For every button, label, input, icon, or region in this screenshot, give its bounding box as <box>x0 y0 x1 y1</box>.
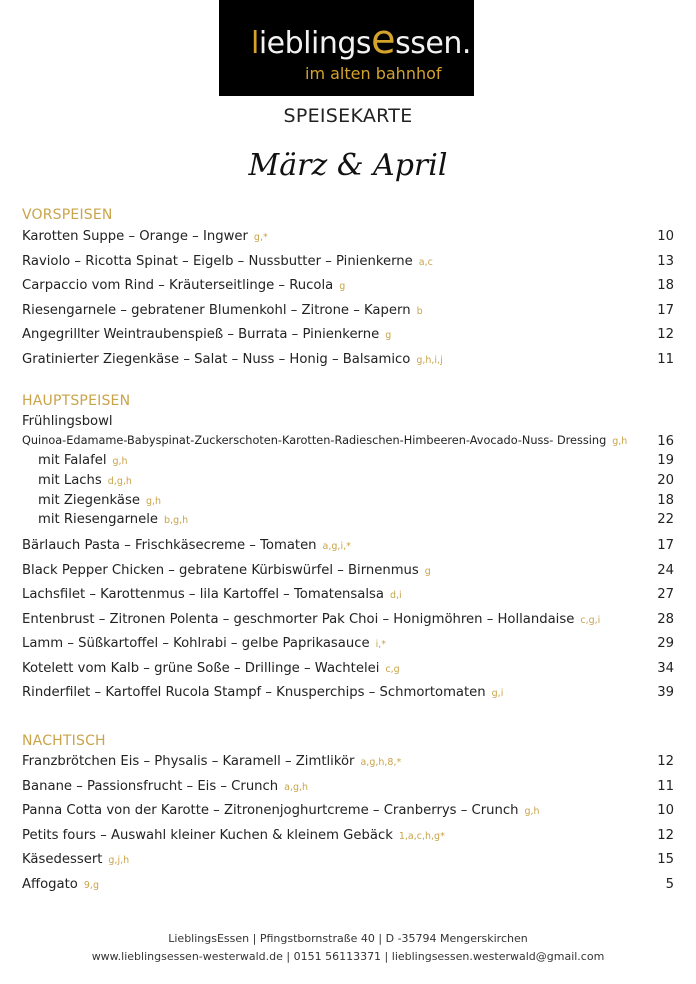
item-allergens: 1,a,c,h,g* <box>398 830 445 842</box>
item-name: Bärlauch Pasta – Frischkäsecreme – Tomaten <box>22 538 317 553</box>
menu-item <box>22 473 674 493</box>
item-name: Karotten Suppe – Orange – Ingwer <box>22 229 248 244</box>
item-name: mit Lachs <box>38 472 102 488</box>
item-allergens: g,i <box>491 688 504 699</box>
item-name: Petits fours – Auswahl kleiner Kuchen & kleinem Gebäck <box>22 827 393 843</box>
item-name: Raviolo – Ricotta Spinat – Eigelb – Nussbutter – Pinienkerne <box>22 253 413 269</box>
item-name: mit Ziegenkäse <box>38 492 140 508</box>
item-price: 13 <box>657 253 674 269</box>
item-name: Affogato <box>22 876 78 892</box>
item-allergens: g <box>339 281 346 293</box>
item-allergens: 9,g <box>83 879 99 891</box>
menu-item <box>22 612 674 632</box>
item-name: Angegrillter Weintraubenspieß – Burrata – Pinienkerne <box>22 327 380 343</box>
menu-item <box>22 563 674 583</box>
menu-item <box>22 803 674 823</box>
item-name: Lamm – Süßkartoffel – Kohlrabi – gelbe Paprikasauce <box>22 636 370 651</box>
menu-item <box>22 278 674 298</box>
item-name: Gratinierter Ziegenkäse – Salat – Nuss – Honig – Balsamico <box>22 352 411 367</box>
menu-item <box>22 229 674 249</box>
menu-item <box>22 587 674 607</box>
item-price: 5 <box>665 876 674 892</box>
item-name: Panna Cotta von der Karotte – Zitronenjoghurtcreme – Cranberrys – Crunch <box>22 803 519 818</box>
item-price: 17 <box>657 538 674 553</box>
item-price: 24 <box>657 562 674 578</box>
menu-item-bowl <box>22 434 674 454</box>
menu-item <box>22 754 674 774</box>
logo-letter-e: e <box>371 17 396 63</box>
item-allergens: g,h <box>146 495 162 507</box>
item-allergens: c,g,i <box>580 614 601 626</box>
item-allergens: a,g,h,8,* <box>360 757 402 768</box>
item-price: 11 <box>657 352 674 367</box>
item-allergens: i,* <box>375 639 387 650</box>
item-price: 12 <box>657 754 674 769</box>
item-name: mit Riesengarnele <box>38 512 159 528</box>
menu-item <box>22 352 674 372</box>
item-price: 15 <box>657 852 674 867</box>
item-allergens: c,g <box>385 663 400 675</box>
item-allergens: g,h <box>524 806 540 817</box>
item-name: Käsedessert <box>22 852 103 867</box>
item-price: 29 <box>657 636 674 651</box>
item-name: Kotelett vom Kalb – grüne Soße – Drillinge – Wachtelei <box>22 660 380 676</box>
item-allergens: d,g,h <box>107 475 132 487</box>
menu-item <box>22 512 674 532</box>
bowl-title: Frühlingsbowl <box>22 414 113 429</box>
item-allergens: g,h <box>112 456 128 467</box>
item-name: Franzbrötchen Eis – Physalis – Karamell – Zimtlikör <box>22 754 355 769</box>
menu-item <box>22 254 674 274</box>
item-price: 10 <box>657 803 674 818</box>
page-title: SPEISEKARTE <box>283 105 413 127</box>
item-price: 20 <box>657 472 674 488</box>
item-price: 17 <box>657 302 674 318</box>
menu-item <box>22 828 674 848</box>
menu-item <box>22 661 674 681</box>
item-name: Banane – Passionsfrucht – Eis – Crunch <box>22 778 279 794</box>
menu-item <box>22 327 674 347</box>
item-price: 18 <box>657 492 674 508</box>
item-name: Black Pepper Chicken – gebratene Kürbiswürfel – Birnenmus <box>22 562 419 578</box>
item-allergens: b,g,h <box>164 515 189 527</box>
item-price: 39 <box>657 685 674 700</box>
item-price: 27 <box>657 587 674 602</box>
logo-text-ssen: ssen. <box>395 26 471 61</box>
item-name: Lachsfilet – Karottenmus – lila Kartoffel – Tomatensalsa <box>22 587 384 602</box>
item-name: Rinderfilet – Kartoffel Rucola Stampf – Knusperchips – Schmortomaten <box>22 685 486 700</box>
restaurant-logo <box>219 0 474 96</box>
item-allergens: g,h,i,j <box>416 355 443 366</box>
item-price: 10 <box>657 229 674 244</box>
item-price: 34 <box>657 660 674 676</box>
menu-item <box>22 636 674 656</box>
item-price: 16 <box>657 434 674 449</box>
item-price: 12 <box>657 827 674 843</box>
item-allergens: a,g,h <box>284 781 309 793</box>
item-name: mit Falafel <box>38 453 107 468</box>
item-name: Quinoa-Edamame-Babyspinat-Zuckerschoten-Karotten-Radieschen-Himbeeren-Avocado-Nuss- Dressing <box>22 434 607 447</box>
menu-item <box>22 877 674 897</box>
item-name: Carpaccio vom Rind – Kräuterseitlinge – Rucola <box>22 278 334 294</box>
item-price: 12 <box>657 327 674 343</box>
menu-item <box>22 779 674 799</box>
menu-item <box>22 303 674 323</box>
item-price: 18 <box>657 278 674 294</box>
section-heading-nachtisch: NACHTISCH <box>22 733 106 749</box>
item-price: 22 <box>657 512 674 528</box>
item-allergens: g,h <box>612 436 628 447</box>
menu-item <box>22 685 674 705</box>
menu-item <box>22 493 674 513</box>
item-allergens: g <box>424 565 431 577</box>
item-allergens: a,g,i,* <box>322 541 351 552</box>
logo-wordmark <box>251 17 471 63</box>
item-allergens: g <box>385 330 392 342</box>
logo-letter-l: l <box>251 26 259 61</box>
item-name: Riesengarnele – gebratener Blumenkohl – Zitrone – Kapern <box>22 302 411 318</box>
footer-address: LieblingsEssen | Pfingstbornstraße 40 | D -35794 Mengerskirchen <box>168 932 528 945</box>
item-allergens: g,* <box>253 232 268 243</box>
section-heading-vorspeisen: VORSPEISEN <box>22 207 113 223</box>
item-allergens: d,i <box>389 590 402 601</box>
logo-text-ieblings: ieblings <box>258 26 372 61</box>
footer-contact: www.lieblingsessen-westerwald.de | 0151 56113371 | lieblingsessen.westerwald@gmail.com <box>91 950 605 963</box>
item-price: 11 <box>657 778 674 794</box>
season-title: März & April <box>248 148 448 183</box>
item-allergens: a,c <box>418 256 433 268</box>
item-allergens: b <box>416 305 423 317</box>
menu-item <box>22 453 674 473</box>
menu-item <box>22 538 674 558</box>
menu-item <box>22 852 674 872</box>
item-price: 19 <box>657 453 674 468</box>
item-price: 28 <box>657 611 674 627</box>
item-name: Entenbrust – Zitronen Polenta – geschmorter Pak Choi – Honigmöhren – Hollandaise <box>22 611 575 627</box>
section-heading-hauptspeisen: HAUPTSPEISEN <box>22 393 131 409</box>
item-allergens: g,j,h <box>108 855 130 866</box>
logo-subtitle: im alten bahnhof <box>305 64 442 83</box>
